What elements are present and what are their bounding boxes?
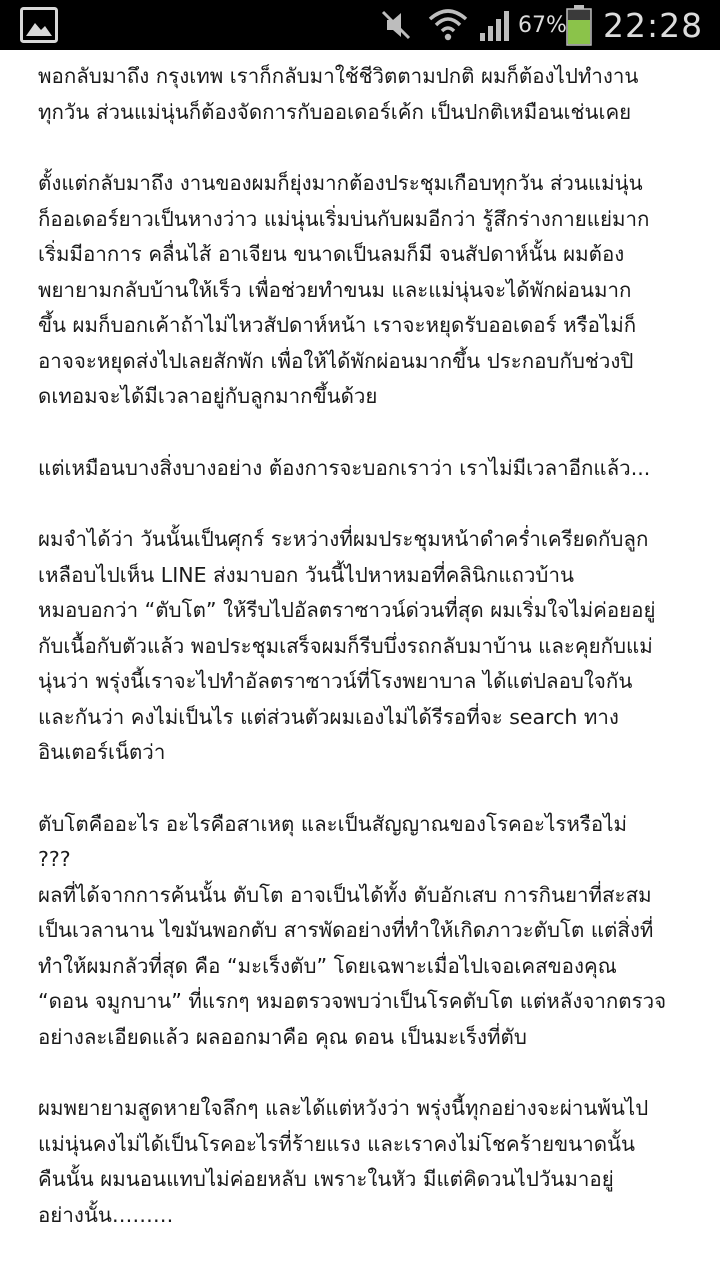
battery-percent: 67% <box>518 12 567 38</box>
text-line: อาจจะหยุดส่งไปเลยสักพัก เพื่อให้ได้พักผ่อนมากขึ้น ประกอบกับช่วงปิ <box>38 348 634 373</box>
battery-icon <box>566 0 592 50</box>
text-line: และกันว่า คงไม่เป็นไร แต่ส่วนตัวผมเองไม่ได้รีรอที่จะ search ทาง <box>38 704 619 729</box>
paragraph <box>38 59 690 130</box>
text-line: พยายามกลับบ้านให้เร็ว เพื่อช่วยทำขนม และแม่นุ่นจะได้พักผ่อนมาก <box>38 277 632 302</box>
wifi-icon <box>428 0 468 50</box>
text-line: ผลที่ได้จากการค้นนั้น ตับโต อาจเป็นได้ทั้ง ตับอักเสบ การกินยาที่สะสม <box>38 882 652 907</box>
article-body <box>38 50 690 1233</box>
text-line: หมอบอกว่า “ตับโต” ให้รีบไปอัลตราซาวน์ด่วนที่สุด ผมเริ่มใจไม่ค่อยอยู่ <box>38 598 656 622</box>
text-line: อย่างละเอียดแล้ว ผลออกมาคือ คุณ ดอน เป็นมะเร็งที่ตับ <box>38 1024 527 1049</box>
text-line: ผมจำได้ว่า วันนั้นเป็นศุกร์ ระหว่างที่ผมประชุมหน้าดำคร่ำเครียดกับลูก <box>38 527 649 551</box>
signal-icon <box>478 0 514 50</box>
text-line: ขึ้น ผมก็บอกเค้าถ้าไม่ไหวสัปดาห์หน้า เราจะหยุดรับออเดอร์ หรือไม่ก็ <box>38 313 637 337</box>
text-line: ทุกวัน ส่วนแม่นุ่นก็ต้องจัดการกับออเดอร์เค้ก เป็นปกติเหมือนเช่นเคย <box>38 99 632 124</box>
text-line: ตับโตคืออะไร อะไรคือสาเหตุ และเป็นสัญญาณของโรคอะไรหรือไม่ <box>38 811 628 836</box>
text-line: คืนนั้น ผมนอนแทบไม่ค่อยหลับ เพราะในหัว มีแต่คิดวนไปวันมาอยู่ <box>38 1167 614 1191</box>
text-line: ตั้งแต่กลับมาถึง งานของผมก็ยุ่งมากต้องประชุมเกือบทุกวัน ส่วนแม่นุ่น <box>38 171 643 195</box>
text-line: ก็ออเดอร์ยาวเป็นหางว่าว แม่นุ่นเริ่มบ่นกับผมอีกว่า รู้สึกร่างกายแย่มาก <box>38 206 650 231</box>
text-line: ดเทอมจะได้มีเวลาอยู่กับลูกมากขึ้นด้วย <box>38 384 378 408</box>
gallery-notification-icon[interactable] <box>20 7 58 47</box>
paragraph <box>38 807 690 1056</box>
text-line: กับเนื้อกับตัวแล้ว พอประชุมเสร็จผมก็รีบบึ่งรถกลับมาบ้าน และคุยกับแม่ <box>38 633 653 658</box>
text-line: ทำให้ผมกลัวที่สุด คือ “มะเร็งตับ” โดยเฉพาะเมื่อไปเจอเคสของคุณ <box>38 953 617 978</box>
mute-icon <box>378 0 414 50</box>
paragraph <box>38 522 690 771</box>
text-line: อินเตอร์เน็ตว่า <box>38 740 166 764</box>
text-line: แม่นุ่นคงไม่ได้เป็นโรคอะไรที่ร้ายแรง และเราคงไม่โชคร้ายขนาดนั้น <box>38 1131 636 1156</box>
paragraph <box>38 166 690 415</box>
text-line: ??? <box>38 847 71 871</box>
text-line: เริ่มมีอาการ คลื่นไส้ อาเจียน ขนาดเป็นลมก็มี จนสัปดาห์นั้น ผมต้อง <box>38 242 625 266</box>
paragraph <box>38 1091 690 1233</box>
paragraph <box>38 451 690 487</box>
status-bar <box>0 0 720 50</box>
text-line: “ดอน จมูกบาน” ที่แรกๆ หมอตรวจพบว่าเป็นโรคตับโต แต่หลังจากตรวจ <box>38 989 667 1013</box>
text-line: เหลือบไปเห็น LINE ส่งมาบอก วันนี้ไปหาหมอที่คลินิกแถวบ้าน <box>38 562 574 587</box>
text-line: นุ่นว่า พรุ่งนี้เราจะไปทำอัลตราซาวน์ที่โรงพยาบาล ได้แต่ปลอบใจกัน <box>38 669 633 693</box>
text-line: แต่เหมือนบางสิ่งบางอย่าง ต้องการจะบอกเราว่า เราไม่มีเวลาอีกแล้ว... <box>38 455 651 480</box>
clock-time: 22:28 <box>603 5 704 45</box>
text-line: ผมพยายามสูดหายใจลึกๆ และได้แต่หวังว่า พรุ่งนี้ทุกอย่างจะผ่านพ้นไป <box>38 1096 649 1120</box>
text-line: อย่างนั้น……… <box>38 1202 174 1227</box>
battery-fill <box>568 20 590 44</box>
text-line: เป็นเวลานาน ไขมันพอกตับ สารพัดอย่างที่ทำให้เกิดภาวะตับโต แต่สิ่งที่ <box>38 918 654 942</box>
text-line: พอกลับมาถึง กรุงเทพ เราก็กลับมาใช้ชีวิตตามปกติ ผมก็ต้องไปทำงาน <box>38 64 639 88</box>
